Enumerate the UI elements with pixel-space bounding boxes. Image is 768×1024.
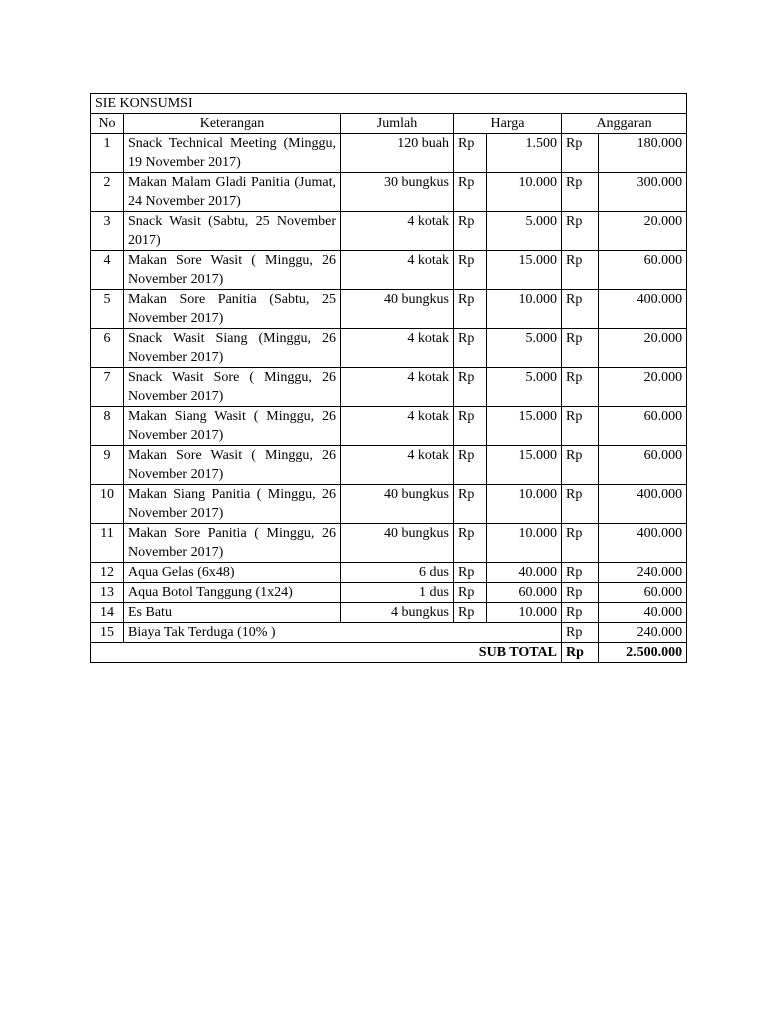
row-no: 12: [91, 563, 124, 583]
row-no: 7: [91, 368, 124, 407]
table-row: [91, 563, 687, 583]
row-no: 4: [91, 251, 124, 290]
row-anggaran-currency: Rp: [562, 583, 599, 603]
table-row: [91, 368, 687, 407]
row-anggaran-currency: Rp: [562, 251, 599, 290]
table-row: [91, 603, 687, 623]
row-keterangan: Snack Wasit (Sabtu, 25 November 2017): [124, 212, 341, 251]
row-harga: 10.000: [487, 173, 562, 212]
row-jumlah: 4 kotak: [341, 446, 454, 485]
row-no: 5: [91, 290, 124, 329]
row-jumlah: 4 kotak: [341, 329, 454, 368]
row-anggaran: 60.000: [599, 407, 687, 446]
table-title: SIE KONSUMSI: [91, 94, 687, 114]
row-anggaran: 300.000: [599, 173, 687, 212]
row-harga: 1.500: [487, 134, 562, 173]
row-no: 6: [91, 329, 124, 368]
row-keterangan: Makan Siang Panitia ( Minggu, 26 November 2017): [124, 485, 341, 524]
row-harga: 40.000: [487, 563, 562, 583]
row-harga: 10.000: [487, 485, 562, 524]
row-jumlah: 40 bungkus: [341, 290, 454, 329]
header-jumlah: Jumlah: [341, 114, 454, 134]
row-keterangan: Biaya Tak Terduga (10% ): [124, 623, 562, 643]
subtotal-currency: Rp: [562, 643, 599, 663]
row-no: 15: [91, 623, 124, 643]
row-anggaran: 400.000: [599, 290, 687, 329]
row-harga-currency: Rp: [454, 212, 487, 251]
row-harga-currency: Rp: [454, 603, 487, 623]
row-anggaran-currency: Rp: [562, 485, 599, 524]
row-no: 10: [91, 485, 124, 524]
row-harga: 60.000: [487, 583, 562, 603]
row-anggaran: 20.000: [599, 212, 687, 251]
table-row: [91, 407, 687, 446]
row-harga-currency: Rp: [454, 407, 487, 446]
row-anggaran-currency: Rp: [562, 134, 599, 173]
row-keterangan: Makan Siang Wasit ( Minggu, 26 November 2017): [124, 407, 341, 446]
row-no: 8: [91, 407, 124, 446]
row-harga-currency: Rp: [454, 329, 487, 368]
row-harga-currency: Rp: [454, 485, 487, 524]
header-no: No: [91, 114, 124, 134]
row-harga-currency: Rp: [454, 251, 487, 290]
row-anggaran-currency: Rp: [562, 524, 599, 563]
row-anggaran: 240.000: [599, 623, 687, 643]
table-row: [91, 290, 687, 329]
budget-table: [90, 93, 687, 663]
row-keterangan: Aqua Gelas (6x48): [124, 563, 341, 583]
row-harga-currency: Rp: [454, 446, 487, 485]
row-harga-currency: Rp: [454, 368, 487, 407]
row-anggaran: 60.000: [599, 446, 687, 485]
row-harga: 5.000: [487, 329, 562, 368]
row-harga-currency: Rp: [454, 524, 487, 563]
row-anggaran: 20.000: [599, 368, 687, 407]
row-no: 11: [91, 524, 124, 563]
row-harga: 15.000: [487, 251, 562, 290]
row-harga: 10.000: [487, 603, 562, 623]
row-anggaran-currency: Rp: [562, 623, 599, 643]
subtotal-label: SUB TOTAL: [91, 643, 562, 663]
row-no: 14: [91, 603, 124, 623]
header-harga: Harga: [454, 114, 562, 134]
budget-sheet: [90, 93, 687, 663]
row-jumlah: 4 kotak: [341, 251, 454, 290]
title-row: [91, 94, 687, 114]
table-row: [91, 524, 687, 563]
row-harga: 15.000: [487, 407, 562, 446]
table-row: [91, 583, 687, 603]
table-row: [91, 251, 687, 290]
row-keterangan: Makan Sore Panitia (Sabtu, 25 November 2017): [124, 290, 341, 329]
row-harga-currency: Rp: [454, 290, 487, 329]
row-jumlah: 4 kotak: [341, 407, 454, 446]
table-row: [91, 173, 687, 212]
row-no: 9: [91, 446, 124, 485]
row-jumlah: 30 bungkus: [341, 173, 454, 212]
row-anggaran: 60.000: [599, 251, 687, 290]
row-harga: 10.000: [487, 290, 562, 329]
row-jumlah: 6 dus: [341, 563, 454, 583]
row-anggaran-currency: Rp: [562, 368, 599, 407]
row-harga: 10.000: [487, 524, 562, 563]
row-jumlah: 120 buah: [341, 134, 454, 173]
table-row: [91, 485, 687, 524]
row-no: 13: [91, 583, 124, 603]
row-anggaran: 240.000: [599, 563, 687, 583]
row-keterangan: Makan Sore Panitia ( Minggu, 26 November 2017): [124, 524, 341, 563]
row-harga: 15.000: [487, 446, 562, 485]
header-anggaran: Anggaran: [562, 114, 687, 134]
table-row: [91, 446, 687, 485]
row-anggaran-currency: Rp: [562, 212, 599, 251]
row-no: 2: [91, 173, 124, 212]
row-anggaran: 180.000: [599, 134, 687, 173]
contingency-row: [91, 623, 687, 643]
row-harga: 5.000: [487, 212, 562, 251]
table-row: [91, 212, 687, 251]
row-no: 3: [91, 212, 124, 251]
row-keterangan: Snack Wasit Siang (Minggu, 26 November 2017): [124, 329, 341, 368]
subtotal-value: 2.500.000: [599, 643, 687, 663]
row-anggaran-currency: Rp: [562, 603, 599, 623]
row-keterangan: Makan Sore Wasit ( Minggu, 26 November 2017): [124, 446, 341, 485]
row-jumlah: 4 kotak: [341, 368, 454, 407]
row-harga: 5.000: [487, 368, 562, 407]
row-anggaran-currency: Rp: [562, 407, 599, 446]
row-jumlah: 40 bungkus: [341, 524, 454, 563]
row-anggaran: 60.000: [599, 583, 687, 603]
row-anggaran-currency: Rp: [562, 290, 599, 329]
row-anggaran: 20.000: [599, 329, 687, 368]
row-jumlah: 4 bungkus: [341, 603, 454, 623]
row-keterangan: Makan Malam Gladi Panitia (Jumat, 24 November 2017): [124, 173, 341, 212]
row-harga-currency: Rp: [454, 583, 487, 603]
row-no: 1: [91, 134, 124, 173]
row-harga-currency: Rp: [454, 173, 487, 212]
row-jumlah: 40 bungkus: [341, 485, 454, 524]
row-anggaran: 40.000: [599, 603, 687, 623]
row-harga-currency: Rp: [454, 563, 487, 583]
row-keterangan: Snack Technical Meeting (Minggu, 19 November 2017): [124, 134, 341, 173]
row-anggaran-currency: Rp: [562, 329, 599, 368]
table-row: [91, 134, 687, 173]
row-anggaran-currency: Rp: [562, 173, 599, 212]
row-harga-currency: Rp: [454, 134, 487, 173]
row-anggaran: 400.000: [599, 485, 687, 524]
row-anggaran-currency: Rp: [562, 563, 599, 583]
row-jumlah: 4 kotak: [341, 212, 454, 251]
row-keterangan: Makan Sore Wasit ( Minggu, 26 November 2017): [124, 251, 341, 290]
row-jumlah: 1 dus: [341, 583, 454, 603]
row-anggaran-currency: Rp: [562, 446, 599, 485]
row-anggaran: 400.000: [599, 524, 687, 563]
row-keterangan: Es Batu: [124, 603, 341, 623]
subtotal-row: [91, 643, 687, 663]
header-keterangan: Keterangan: [124, 114, 341, 134]
row-keterangan: Aqua Botol Tanggung (1x24): [124, 583, 341, 603]
header-row: [91, 114, 687, 134]
table-row: [91, 329, 687, 368]
row-keterangan: Snack Wasit Sore ( Minggu, 26 November 2017): [124, 368, 341, 407]
